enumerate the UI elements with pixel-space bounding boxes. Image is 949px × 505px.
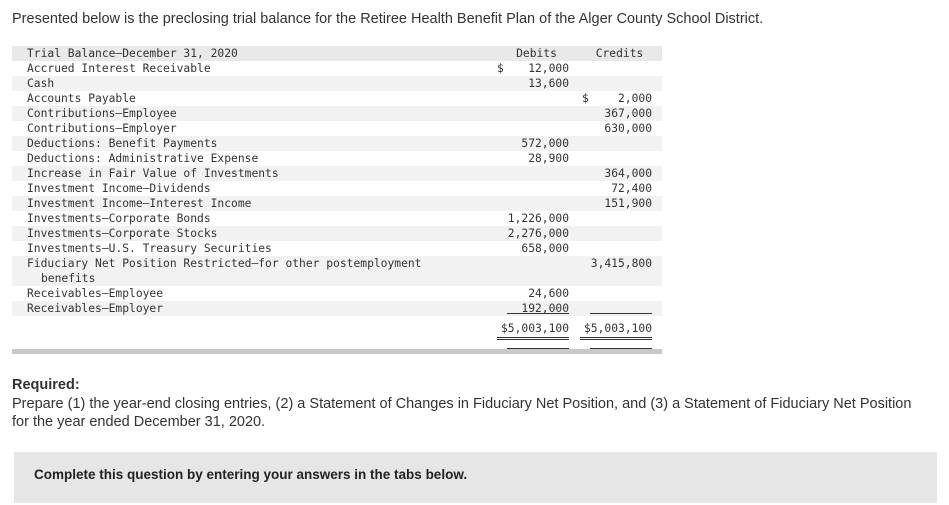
instructions-text: Complete this question by entering your answers in the tabs below.: [34, 467, 468, 482]
account-label: Fiduciary Net Position Restricted—for other postemployment: [27, 257, 422, 270]
account-label-continued: benefits: [41, 272, 96, 285]
account-label: Investment Income—Dividends: [27, 182, 211, 195]
debit-amount: 24,600: [528, 287, 569, 300]
total-debit: $5,003,100: [500, 322, 569, 335]
debit-amount: 12,000: [528, 62, 569, 75]
debit-amount: 658,000: [521, 242, 569, 255]
instructions-panel: [14, 452, 937, 503]
table-row: [12, 256, 662, 286]
credit-amount: 151,900: [604, 197, 652, 210]
credit-double-underline-2: [580, 339, 652, 340]
table-header-row: [12, 46, 662, 61]
credit-subtotal-underline: [590, 313, 652, 314]
account-label: Receivables—Employee: [27, 287, 164, 300]
debit-dollar-sign: $: [497, 62, 504, 75]
table-row: [12, 151, 662, 166]
debit-amount: 1,226,000: [507, 212, 569, 225]
debit-amount: 13,600: [528, 77, 569, 90]
table-row: [12, 241, 662, 256]
debits-header: Debits: [516, 47, 557, 60]
debit-amount: 192,000: [521, 302, 569, 315]
table-row: [12, 166, 662, 181]
debit-amount: 572,000: [521, 137, 569, 150]
trial-balance-table: [12, 46, 662, 354]
credit-amount: 72,400: [611, 182, 652, 195]
table-row: [12, 136, 662, 151]
totals-row: [12, 321, 662, 336]
account-label: Contributions—Employee: [27, 107, 177, 120]
credit-double-underline-1: [580, 337, 652, 338]
table-row: [12, 226, 662, 241]
account-label: Investments—Corporate Bonds: [27, 212, 211, 225]
account-label: Receivables—Employer: [27, 302, 164, 315]
account-label: Accounts Payable: [27, 92, 136, 105]
debit-subtotal-underline: [507, 313, 569, 314]
credit-amount: 367,000: [604, 107, 652, 120]
account-label: Contributions—Employer: [27, 122, 177, 135]
table-row: [12, 91, 662, 106]
table-row: [12, 181, 662, 196]
account-label: Increase in Fair Value of Investments: [27, 167, 279, 180]
credit-amount: 630,000: [604, 122, 652, 135]
debit-double-underline-2: [497, 339, 569, 340]
account-label: Cash: [27, 77, 55, 90]
table-row: [12, 61, 662, 76]
credit-dollar-sign: $: [582, 92, 589, 105]
table-title: Trial Balance—December 31, 2020: [27, 47, 238, 60]
table-bottom-bar: [12, 349, 662, 354]
account-label: Investments—Corporate Stocks: [27, 227, 218, 240]
total-credit: $5,003,100: [583, 322, 652, 335]
account-label: Deductions: Benefit Payments: [27, 137, 218, 150]
debit-amount: 28,900: [528, 152, 569, 165]
account-label: Investments—U.S. Treasury Securities: [27, 242, 272, 255]
table-row: [12, 196, 662, 211]
table-row: [12, 121, 662, 136]
account-label: Accrued Interest Receivable: [27, 62, 211, 75]
credit-amount: 2,000: [617, 92, 652, 105]
required-title: Required:: [12, 377, 80, 393]
required-text: Prepare (1) the year-end closing entries, (2) a Statement of Changes in Fiduciary Net Position, and (3) a Statement of Fiduciary Net Position for the year ended December 31, 2020.: [12, 396, 912, 430]
account-label: Investment Income—Interest Income: [27, 197, 252, 210]
table-row: [12, 76, 662, 91]
debit-double-underline-1: [497, 337, 569, 338]
table-row: [12, 286, 662, 301]
table-row: [12, 106, 662, 121]
account-label: Deductions: Administrative Expense: [27, 152, 259, 165]
table-row: [12, 211, 662, 226]
credits-header: Credits: [595, 47, 644, 60]
debit-amount: 2,276,000: [507, 227, 569, 240]
intro-text: Presented below is the preclosing trial balance for the Retiree Health Benefit Plan of the Alger County School District.: [12, 11, 764, 27]
credit-amount: 364,000: [604, 167, 652, 180]
credit-amount: 3,415,800: [590, 257, 652, 270]
